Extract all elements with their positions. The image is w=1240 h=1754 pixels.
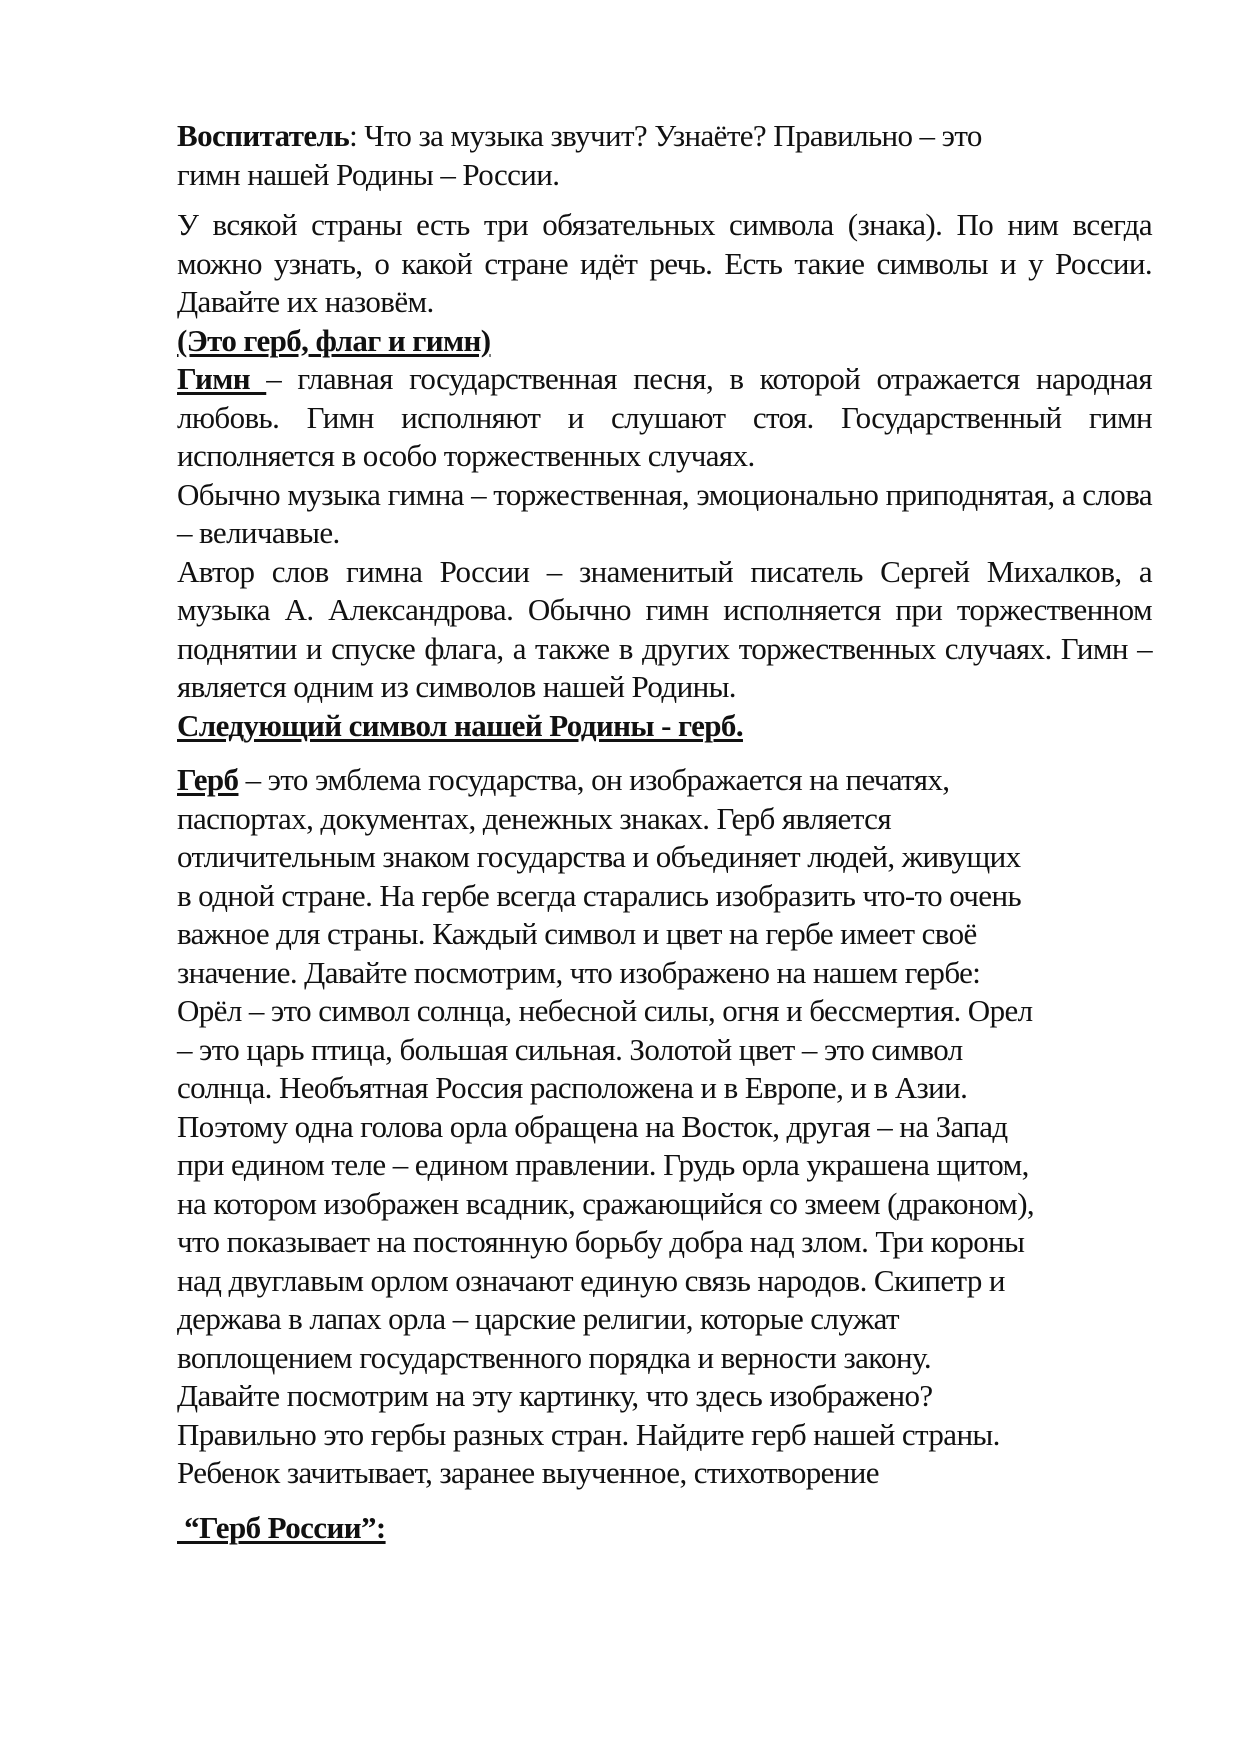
anthem-music-paragraph: Обычно музыка гимна – торжественная, эмоционально приподнятая, а слова – величавые.	[177, 476, 1152, 550]
anthem-definition-text: – главная государственная песня, в которой отражается народная любовь. Гимн исполняют и слушают стоя. Государственный гимн исполняется в особо торжественных случаях.	[177, 361, 1152, 473]
coat-line: Ребенок зачитывает, заранее выученное, стихотворение	[177, 1455, 879, 1490]
coat-term: Герб	[177, 762, 239, 797]
coat-line: важное для страны. Каждый символ и цвет на гербе имеет своё	[177, 916, 977, 951]
anthem-term: Гимн	[177, 361, 267, 396]
coat-line: Орёл – это символ солнца, небесной силы, огня и бессмертия. Орел	[177, 993, 1033, 1028]
coat-line: Поэтому одна голова орла обращена на Восток, другая – на Запад	[177, 1108, 1008, 1144]
coat-line: Герб – это эмблема государства, он изображается на печатях,	[177, 762, 950, 797]
coat-line: на котором изображен всадник, сражающийся со змеем (драконом),	[177, 1185, 1035, 1221]
symbols-paragraph: У всякой страны есть три обязательных символа (знака). По ним всегда можно узнать, о какой стране идёт речь. Есть такие символы и у России. Давайте их назовём.	[177, 207, 1152, 319]
next-symbol-heading: Следующий символ нашей Родины - герб.	[177, 707, 743, 743]
coat-line: над двуглавым орлом означают единую связь народов. Скипетр и	[177, 1262, 1005, 1298]
coat-line: в одной стране. На гербе всегда старались изобразить что-то очень	[177, 877, 1021, 913]
coat-line: солнца. Необъятная Россия расположена и в Европе, и в Азии.	[177, 1070, 968, 1105]
coat-of-arms-section	[177, 761, 1152, 1493]
coat-line: – это царь птица, большая сильная. Золотой цвет – это символ	[177, 1031, 963, 1067]
speaker-label: Воспитатель	[177, 118, 350, 153]
coat-line: воплощением государственного порядка и верности закону.	[177, 1339, 931, 1375]
anthem-definition	[177, 360, 1152, 476]
document-page	[177, 117, 1152, 1547]
poem-heading: “Герб России”:	[177, 1509, 386, 1545]
coat-line: отличительным знаком государства и объединяет людей, живущих	[177, 839, 1021, 874]
intro-text: : Что за музыка звучит? Узнаёте? Правильно – это гимн нашей Родины – России.	[177, 118, 982, 192]
coat-line: значение. Давайте посмотрим, что изображено на нашем гербе:	[177, 954, 981, 990]
coat-line: Правильно это гербы разных стран. Найдите герб нашей страны.	[177, 1416, 1000, 1452]
anthem-authors-paragraph: Автор слов гимна России – знаменитый писатель Сергей Михалков, а музыка А. Александрова. Обычно гимн исполняется при торжественном поднятии и спуске флага, а также в других торжественных случаях. Гимн – является одним из символов нашей Родины.	[177, 553, 1152, 704]
coat-line: что показывает на постоянную борьбу добра над злом. Три короны	[177, 1224, 1025, 1259]
coat-line: держава в лапах орла – царские религии, которые служат	[177, 1301, 899, 1336]
coat-line: Давайте посмотрим на эту картинку, что здесь изображено?	[177, 1378, 933, 1413]
coat-line: при едином теле – едином правлении. Грудь орла украшена щитом,	[177, 1147, 1029, 1182]
answer-heading: (Это герб, флаг и гимн)	[177, 322, 491, 358]
coat-line: паспортах, документах, денежных знаках. Герб является	[177, 800, 891, 836]
intro-paragraph	[177, 117, 1007, 194]
